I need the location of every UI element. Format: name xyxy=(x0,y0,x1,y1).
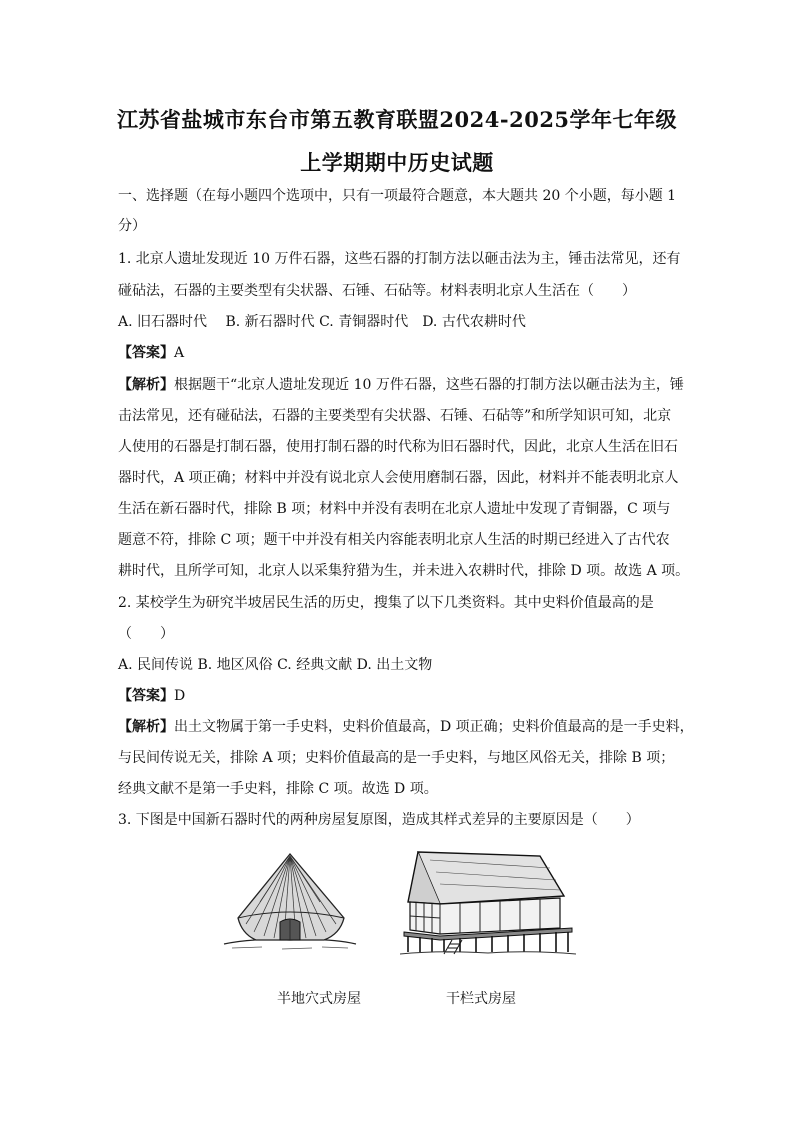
figure2-caption: 干栏式房屋 xyxy=(446,991,516,1007)
q2-analysis xyxy=(118,718,694,736)
semi-subterranean-house-illustration xyxy=(222,848,358,958)
q2-analysis-line2: 与民间传说无关，排除 A 项；史料价值最高的是一手史料，与地区风俗无关，排除 B 项； xyxy=(118,750,675,766)
analysis-tag: 【解析】 xyxy=(118,719,174,735)
q1-analysis-line5: 生活在新石器时代，排除 B 项；材料中并没有表明在北京人遗址中发现了青铜器，C 项与 xyxy=(118,501,671,517)
q1-analysis-line4: 器时代，A 项正确；材料中并没有说北京人会使用磨制石器，因此，材料并不能表明北京人 xyxy=(118,470,679,486)
q2-analysis-line3: 经典文献不是第一手史料，排除 C 项。故选 D 项。 xyxy=(118,781,438,797)
figure1-caption: 半地穴式房屋 xyxy=(277,991,361,1007)
q1-options: A. 旧石器时代 B. 新石器时代 C. 青铜器时代 D. 古代农耕时代 xyxy=(118,314,526,330)
q1-analysis-line7: 耕时代，且所学可知，北京人以采集狩猎为生，并未进入农耕时代，排除 D 项。故选 A 项。 xyxy=(118,563,690,579)
analysis-tag: 【解析】 xyxy=(118,377,174,393)
q1-analysis-line2: 击法常见，还有碰砧法，石器的主要类型有尖状器、石锤、石砧等”和所学知识可知，北京 xyxy=(118,408,672,424)
answer-tag: 【答案】 xyxy=(118,688,174,704)
q2-options: A. 民间传说 B. 地区风俗 C. 经典文献 D. 出土文物 xyxy=(118,657,433,673)
q1-analysis-text: 根据题干“北京人遗址发现近 10 万件石器，这些石器的打制方法以砸击法为主，锤 xyxy=(174,377,684,393)
stilt-house-illustration xyxy=(400,848,576,956)
q2-answer-value: D xyxy=(174,688,186,704)
answer-tag: 【答案】 xyxy=(118,345,174,361)
q1-analysis-line6: 题意不符，排除 C 项；题干中并没有相关内容能表明北京人生活的时期已经进入了古代农 xyxy=(118,532,670,548)
document-title-line1: 江苏省盐城市东台市第五教育联盟2024-2025学年七年级 xyxy=(116,107,678,132)
q3-stem: 3. 下图是中国新石器时代的两种房屋复原图，造成其样式差异的主要原因是（ ） xyxy=(118,812,640,828)
q1-stem-cont: 碰砧法，石器的主要类型有尖状器、石锤、石砧等。材料表明北京人生活在（ ） xyxy=(118,283,636,299)
q1-answer xyxy=(118,344,688,362)
section-heading-cont: 分） xyxy=(118,218,146,234)
q1-analysis-line3: 人使用的石器是打制石器，使用打制石器的时代称为旧石器时代，因此，北京人生活在旧石 xyxy=(118,439,678,455)
q2-stem: 2. 某校学生为研究半坡居民生活的历史，搜集了以下几类资料。其中史料价值最高的是 xyxy=(118,595,654,611)
document-title-line2: 上学期期中历史试题 xyxy=(300,150,494,175)
q1-analysis xyxy=(118,376,688,394)
q1-stem: 1. 北京人遗址发现近 10 万件石器，这些石器的打制方法以砸击法为主，锤击法常见，还有 xyxy=(118,251,681,267)
section-heading: 一、选择题（在每小题四个选项中，只有一项最符合题意，本大题共 20 个小题，每小题 1 xyxy=(118,188,677,204)
q2-stem-cont: （ ） xyxy=(118,626,174,642)
q1-answer-value: A xyxy=(174,345,185,361)
q2-answer xyxy=(118,687,688,705)
q2-analysis-text: 出土文物属于第一手史料，史料价值最高，D 项正确；史料价值最高的是一手史料， xyxy=(174,719,694,735)
